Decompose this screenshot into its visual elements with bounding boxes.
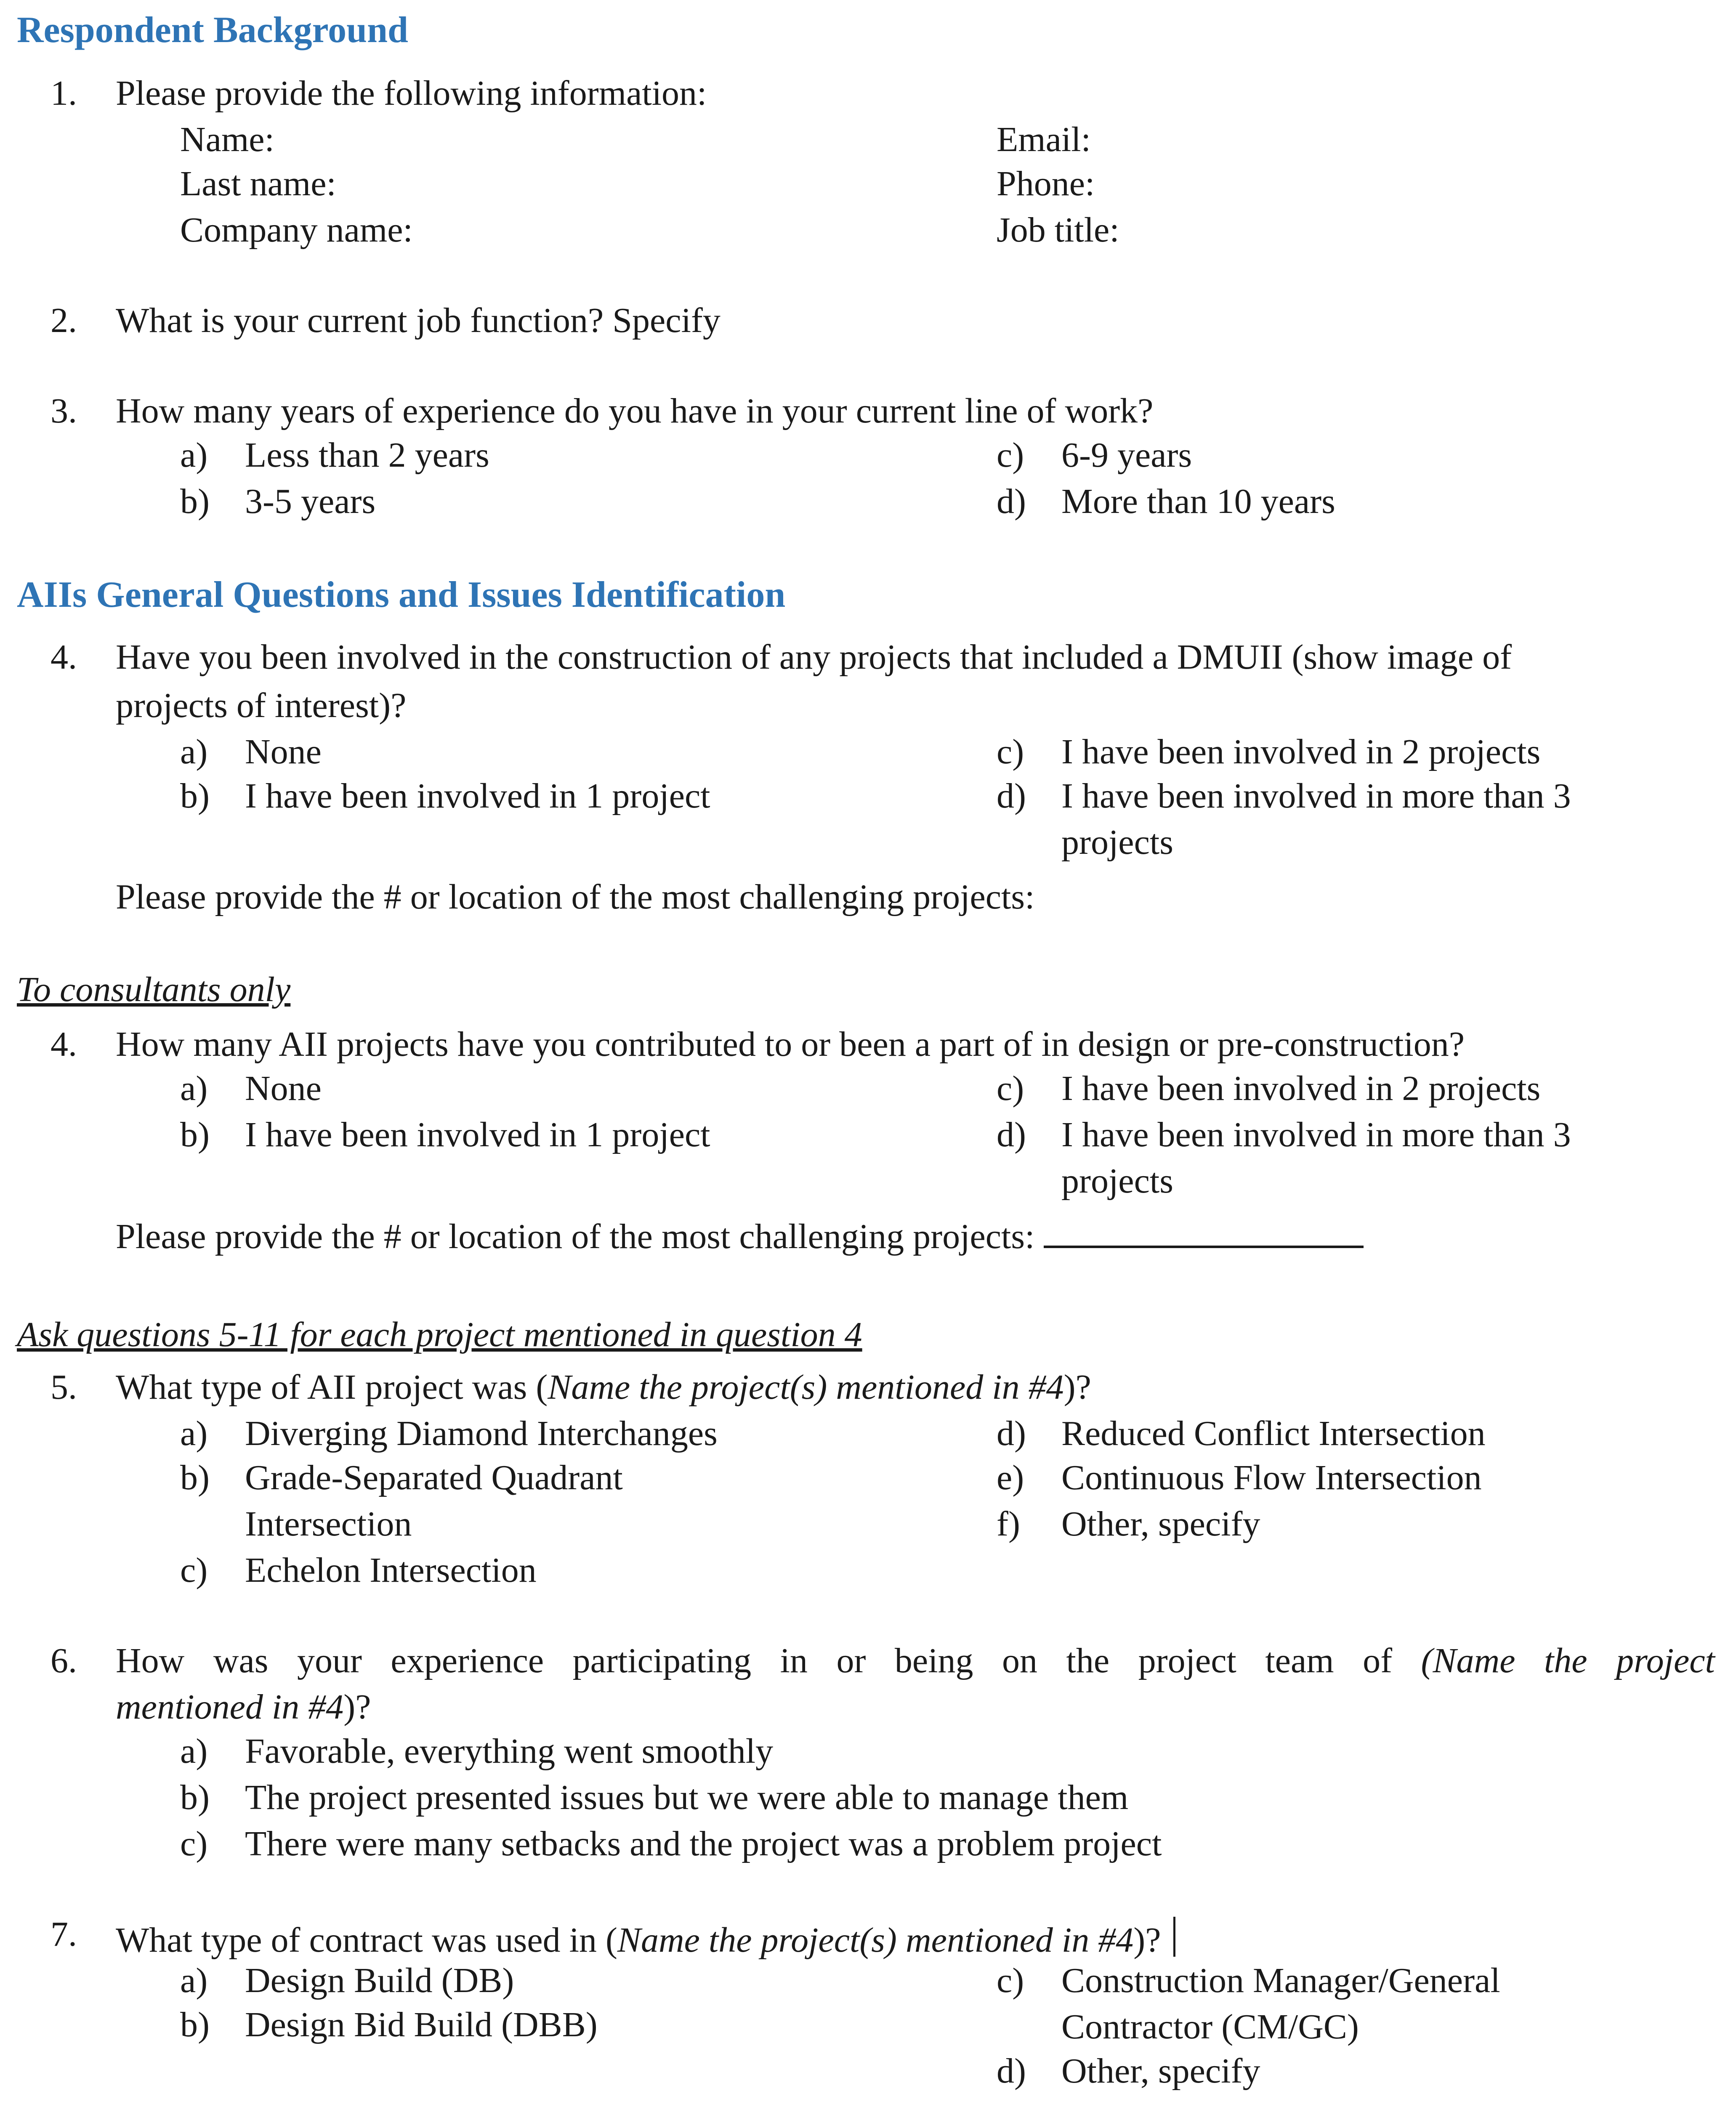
option-text: I have been involved in 1 project [245, 1115, 710, 1154]
field-label-name: Name: [180, 120, 274, 159]
option-text: Favorable, everything went smoothly [245, 1732, 774, 1771]
option-text: Grade-Separated Quadrant [245, 1458, 623, 1497]
question-text: How many AII projects have you contributed to or been a part of in design or pre-construction? [116, 1025, 1465, 1064]
field-label-job-title: Job title: [997, 210, 1119, 250]
option-text: I have been involved in more than 3 [1061, 1115, 1571, 1154]
option-text: Design Bid Build (DBB) [245, 2005, 598, 2044]
question-number: 7. [51, 1915, 77, 1954]
instruction-ask-questions: Ask questions 5-11 for each project mentioned in question 4 [17, 1315, 862, 1354]
question-text: What type of AII project was (Name the project(s) mentioned in #4)? [116, 1368, 1091, 1407]
option-text: None [245, 1069, 322, 1108]
option-text: I have been involved in more than 3 [1061, 776, 1571, 816]
option-letter: c) [180, 1824, 208, 1863]
option-letter: b) [180, 1458, 210, 1497]
field-label-phone: Phone: [997, 164, 1095, 203]
option-letter: d) [997, 1414, 1026, 1453]
followup-row [116, 1216, 1364, 1254]
option-letter: b) [180, 482, 210, 521]
question-number: 4. [51, 638, 77, 677]
option-text: Diverging Diamond Interchanges [245, 1414, 718, 1453]
question-number: 2. [51, 301, 77, 340]
option-letter: c) [997, 436, 1024, 475]
field-label-email: Email: [997, 120, 1091, 159]
option-letter: a) [180, 1961, 208, 2000]
option-text: 6-9 years [1061, 436, 1192, 475]
answer-blank-line[interactable] [1044, 1216, 1364, 1248]
option-text: I have been involved in 2 projects [1061, 1069, 1541, 1108]
option-text: The project presented issues but we were able to manage them [245, 1778, 1129, 1817]
option-text-cont: Intersection [245, 1504, 412, 1543]
option-text: Reduced Conflict Intersection [1061, 1414, 1486, 1453]
option-text: I have been involved in 1 project [245, 776, 710, 816]
option-text-cont: projects [1061, 1161, 1173, 1201]
question-text: What type of contract was used in (Name the project(s) mentioned in #4)? [116, 1917, 1175, 1958]
field-label-company-name: Company name: [180, 210, 413, 250]
option-text: More than 10 years [1061, 482, 1335, 521]
question-number: 5. [51, 1368, 77, 1407]
option-text: I have been involved in 2 projects [1061, 732, 1541, 771]
option-text: Echelon Intersection [245, 1551, 537, 1590]
question-number: 4. [51, 1025, 77, 1064]
question-text: Have you been involved in the construction of any projects that included a DMUII (show image of [116, 638, 1512, 677]
option-letter: d) [997, 1115, 1026, 1154]
option-text: 3-5 years [245, 482, 376, 521]
field-label-last-name: Last name: [180, 164, 336, 203]
question-number: 1. [51, 74, 77, 113]
option-letter: b) [180, 1115, 210, 1154]
question-text: What is your current job function? Specify [116, 301, 720, 340]
option-text: Other, specify [1061, 2051, 1260, 2091]
option-letter: c) [180, 1551, 208, 1590]
question-number: 3. [51, 391, 77, 430]
question-number: 6. [51, 1641, 77, 1680]
section-heading-respondent-background: Respondent Background [17, 10, 408, 50]
question-text: How many years of experience do you have in your current line of work? [116, 391, 1154, 430]
option-text: Construction Manager/General [1061, 1961, 1500, 2000]
option-letter: a) [180, 436, 208, 475]
instruction-consultants-only: To consultants only [17, 970, 291, 1009]
option-text: There were many setbacks and the project was a problem project [245, 1824, 1162, 1863]
question-text-cont: mentioned in #4)? [116, 1687, 371, 1727]
option-letter: c) [997, 732, 1024, 771]
option-text: Design Build (DB) [245, 1961, 514, 2000]
option-text: Other, specify [1061, 1504, 1260, 1543]
option-letter: d) [997, 2051, 1026, 2091]
option-letter: b) [180, 2005, 210, 2044]
option-text-cont: Contractor (CM/GC) [1061, 2007, 1359, 2046]
option-letter: a) [180, 732, 208, 771]
option-letter: d) [997, 482, 1026, 521]
option-text: None [245, 732, 322, 771]
followup-text: Please provide the # or location of the most challenging projects: [116, 877, 1035, 917]
text-cursor [1173, 1917, 1175, 1957]
option-letter: b) [180, 1778, 210, 1817]
option-text-cont: projects [1061, 823, 1173, 862]
option-letter: f) [997, 1504, 1020, 1543]
question-text-cont: projects of interest)? [116, 686, 407, 725]
option-letter: a) [180, 1732, 208, 1771]
option-letter: a) [180, 1414, 208, 1453]
option-letter: d) [997, 776, 1026, 816]
option-text: Continuous Flow Intersection [1061, 1458, 1482, 1497]
option-letter: a) [180, 1069, 208, 1108]
question-text: Please provide the following information: [116, 74, 707, 113]
section-heading-aiis-general: AIIs General Questions and Issues Identification [17, 574, 786, 615]
option-letter: e) [997, 1458, 1024, 1497]
question-text: How was your experience participating in or being on the project team of (Name the project [116, 1641, 1715, 1680]
option-text: Less than 2 years [245, 436, 489, 475]
followup-text: Please provide the # or location of the most challenging projects: [116, 1217, 1035, 1256]
option-letter: c) [997, 1069, 1024, 1108]
option-letter: b) [180, 776, 210, 816]
option-letter: c) [997, 1961, 1024, 2000]
